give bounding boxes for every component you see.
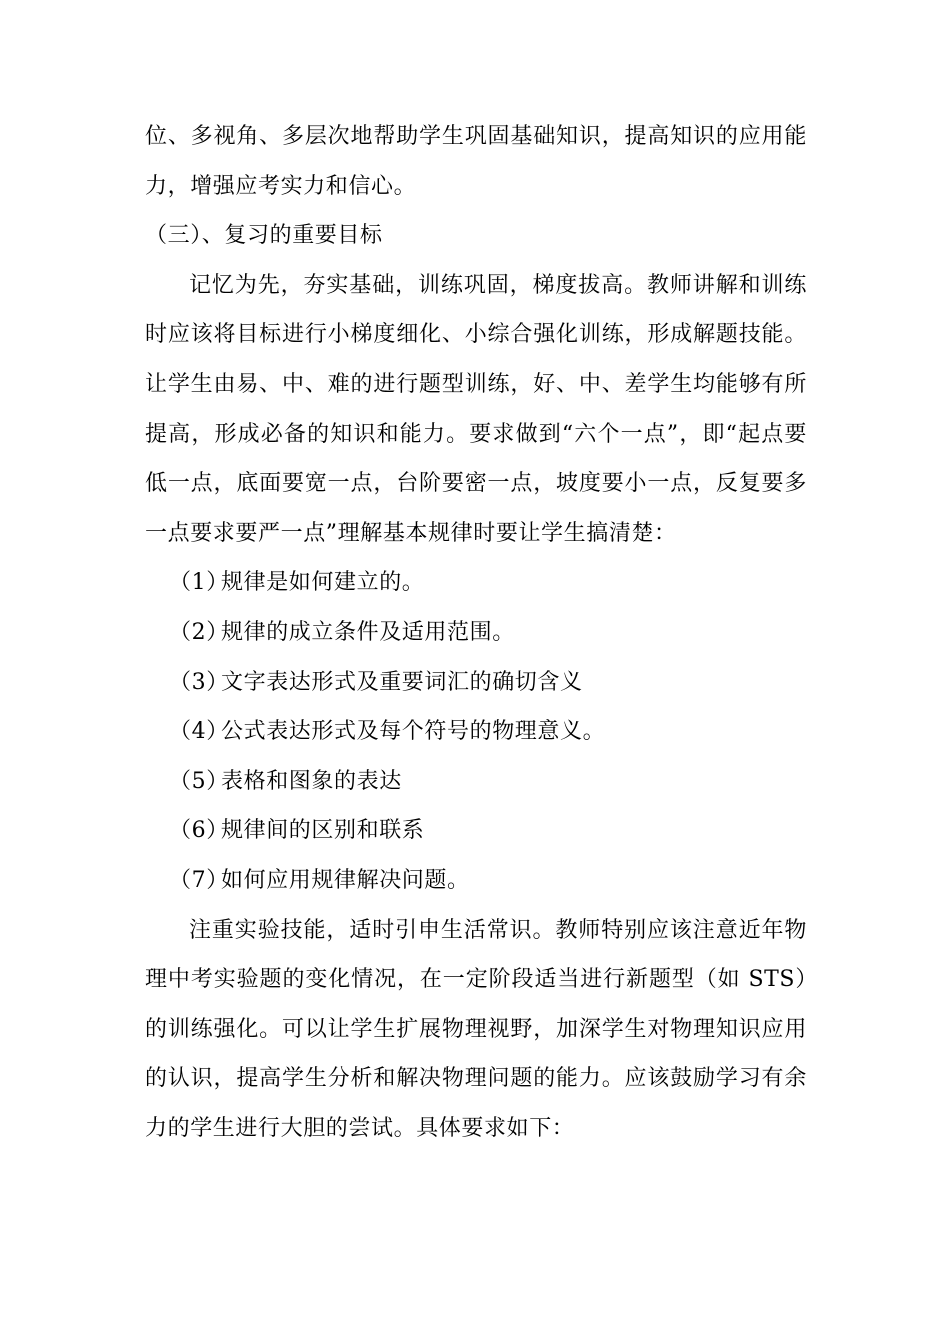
list-item-text: 规律间的区别和联系 bbox=[221, 818, 425, 844]
list-item-number: （2） bbox=[169, 619, 229, 645]
list-item bbox=[145, 856, 807, 906]
goals-paragraph: 记忆为先，夯实基础，训练巩固，梯度拔高。教师讲解和训练时应该将目标进行小梯度细化、小综合强化训练，形成解题技能。让学生由易、中、难的进行题型训练，好、中、差学生均能够有所提高，形成必备的知识和能力。要求做到“六个一点”，即“起点要低一点，底面要宽一点，台阶要密一点，坡度要小一点，反复要多一点要求要严一点”理解基本规律时要让学生搞清楚： bbox=[145, 272, 807, 546]
continuation-paragraph: 位、多视角、多层次地帮助学生巩固基础知识，提高知识的应用能力，增强应考实力和信心。 bbox=[145, 124, 807, 199]
section-heading: （三）、复习的重要目标 bbox=[145, 223, 383, 249]
list-item-number: （7） bbox=[169, 867, 229, 893]
list-item bbox=[145, 757, 807, 807]
list-item bbox=[145, 658, 807, 708]
list-item-text: 规律的成立条件及适用范围。 bbox=[221, 619, 515, 645]
list-item-number: （6） bbox=[169, 818, 229, 844]
list-item-number: （5） bbox=[169, 768, 229, 794]
list-item-text: 如何应用规律解决问题。 bbox=[221, 867, 470, 893]
rules-list bbox=[145, 558, 807, 905]
document-page bbox=[145, 112, 807, 1153]
list-item-text: 表格和图象的表达 bbox=[221, 768, 402, 794]
experiment-paragraph: 注重实验技能，适时引申生活常识。教师特别应该注意近年物理中考实验题的变化情况，在一定阶段适当进行新题型（如 STS）的训练强化。可以让学生扩展物理视野，加深学生对物理知识应用的认识，提高学生分析和解决物理问题的能力。应该鼓励学习有余力的学生进行大胆的尝试。具体要求如下： bbox=[145, 917, 807, 1141]
list-item-number: （4） bbox=[169, 719, 229, 745]
list-item bbox=[145, 707, 807, 757]
list-item-text: 公式表达形式及每个符号的物理意义。 bbox=[221, 719, 606, 745]
list-item-text: 文字表达形式及重要词汇的确切含义 bbox=[221, 669, 583, 695]
list-item-number: （1） bbox=[169, 570, 229, 596]
list-item bbox=[145, 806, 807, 856]
list-item-text: 规律是如何建立的。 bbox=[221, 570, 425, 596]
list-item bbox=[145, 558, 807, 608]
list-item-number: （3） bbox=[169, 669, 229, 695]
list-item bbox=[145, 608, 807, 658]
